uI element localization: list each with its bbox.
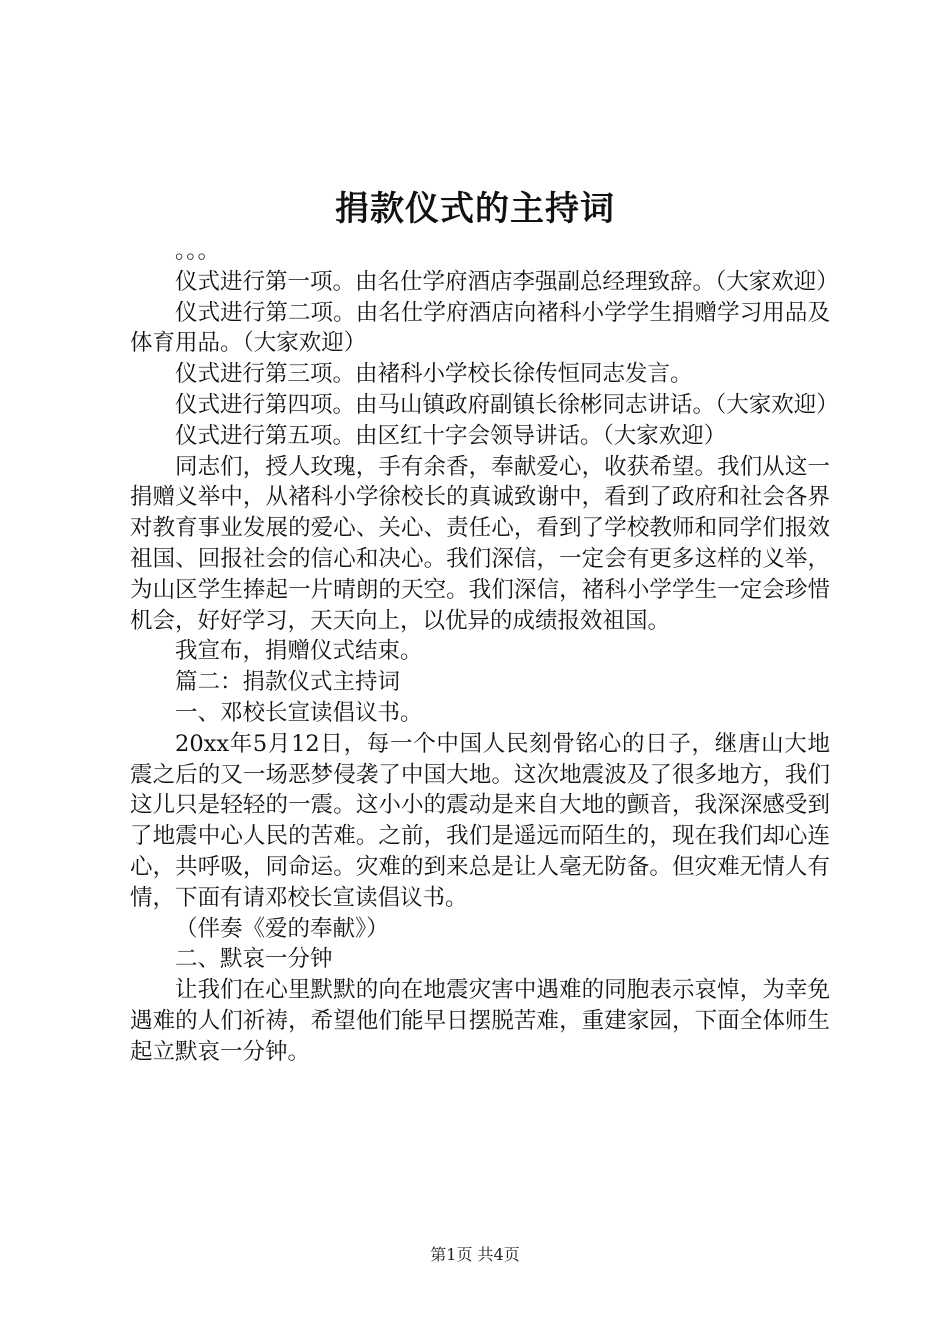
section-heading-silence: 二、默哀一分钟 (175, 946, 333, 973)
paragraph-item-5: 仪式进行第五项。由区红十字会领导讲话。（大家欢迎） (175, 422, 727, 449)
document-title: 捐款仪式的主持词 (335, 189, 615, 229)
section-heading-part-two: 篇二：捐款仪式主持词 (175, 669, 401, 696)
paragraph-earthquake: 20xx年5月12日，每一个中国人民刻骨铭心的日子，继唐山大地震之后的又一场恶梦侵袭了中国大地。这次地震波及了很多地方，我们这儿只是轻轻的一震。这小小的震动是来自大地的颤音，我深深感受到了地震中心人民的苦难。之前，我们是遥远而陌生的，现在我们却心连心，共呼吸，同命运。灾难的到来总是让人毫无防备。但灾难无情人有情，下面有请邓校长宣读倡议书。 (130, 730, 830, 911)
paragraph-closing-speech: 同志们，授人玫瑰，手有余香，奉献爱心，收获希望。我们从这一捐赠义举中，从褚科小学徐校长的真诚致谢中，看到了政府和社会各界对教育事业发展的爱心、关心、责任心，看到了学校教师和同学们报效祖国、回报社会的信心和决心。我们深信，一定会有更多这样的义举，为山区学生捧起一片晴朗的天空。我们深信，褚科小学学生一定会珍惜机会，好好学习，天天向上，以优异的成绩报效祖国。 (130, 453, 830, 634)
page-footer: 第1页 共4页 (430, 1245, 520, 1264)
paragraph-item-3: 仪式进行第三项。由褚科小学校长徐传恒同志发言。 (175, 361, 693, 388)
section-heading-proposal: 一、邓校长宣读倡议书。 (175, 699, 423, 726)
paragraph-item-2: 仪式进行第二项。由名仕学府酒店向褚科小学学生捐赠学习用品及体育用品。（大家欢迎） (130, 299, 830, 357)
paragraph-announcement: 我宣布，捐赠仪式结束。 (175, 638, 423, 665)
paragraph-item-1: 仪式进行第一项。由名仕学府酒店李强副总经理致辞。（大家欢迎） (175, 268, 839, 295)
paragraph-music-note: （伴奏《爱的奉献》） (175, 915, 389, 942)
document-body (130, 236, 839, 1068)
paragraph-ellipsis: 。。。 (175, 238, 221, 264)
paragraph-silence: 让我们在心里默默的向在地震灾害中遇难的同胞表示哀悼，为幸免遇难的人们祈祷，希望他们能早日摆脱苦难，重建家园，下面全体师生起立默哀一分钟。 (130, 977, 830, 1065)
paragraph-item-4: 仪式进行第四项。由马山镇政府副镇长徐彬同志讲话。（大家欢迎） (175, 391, 839, 418)
